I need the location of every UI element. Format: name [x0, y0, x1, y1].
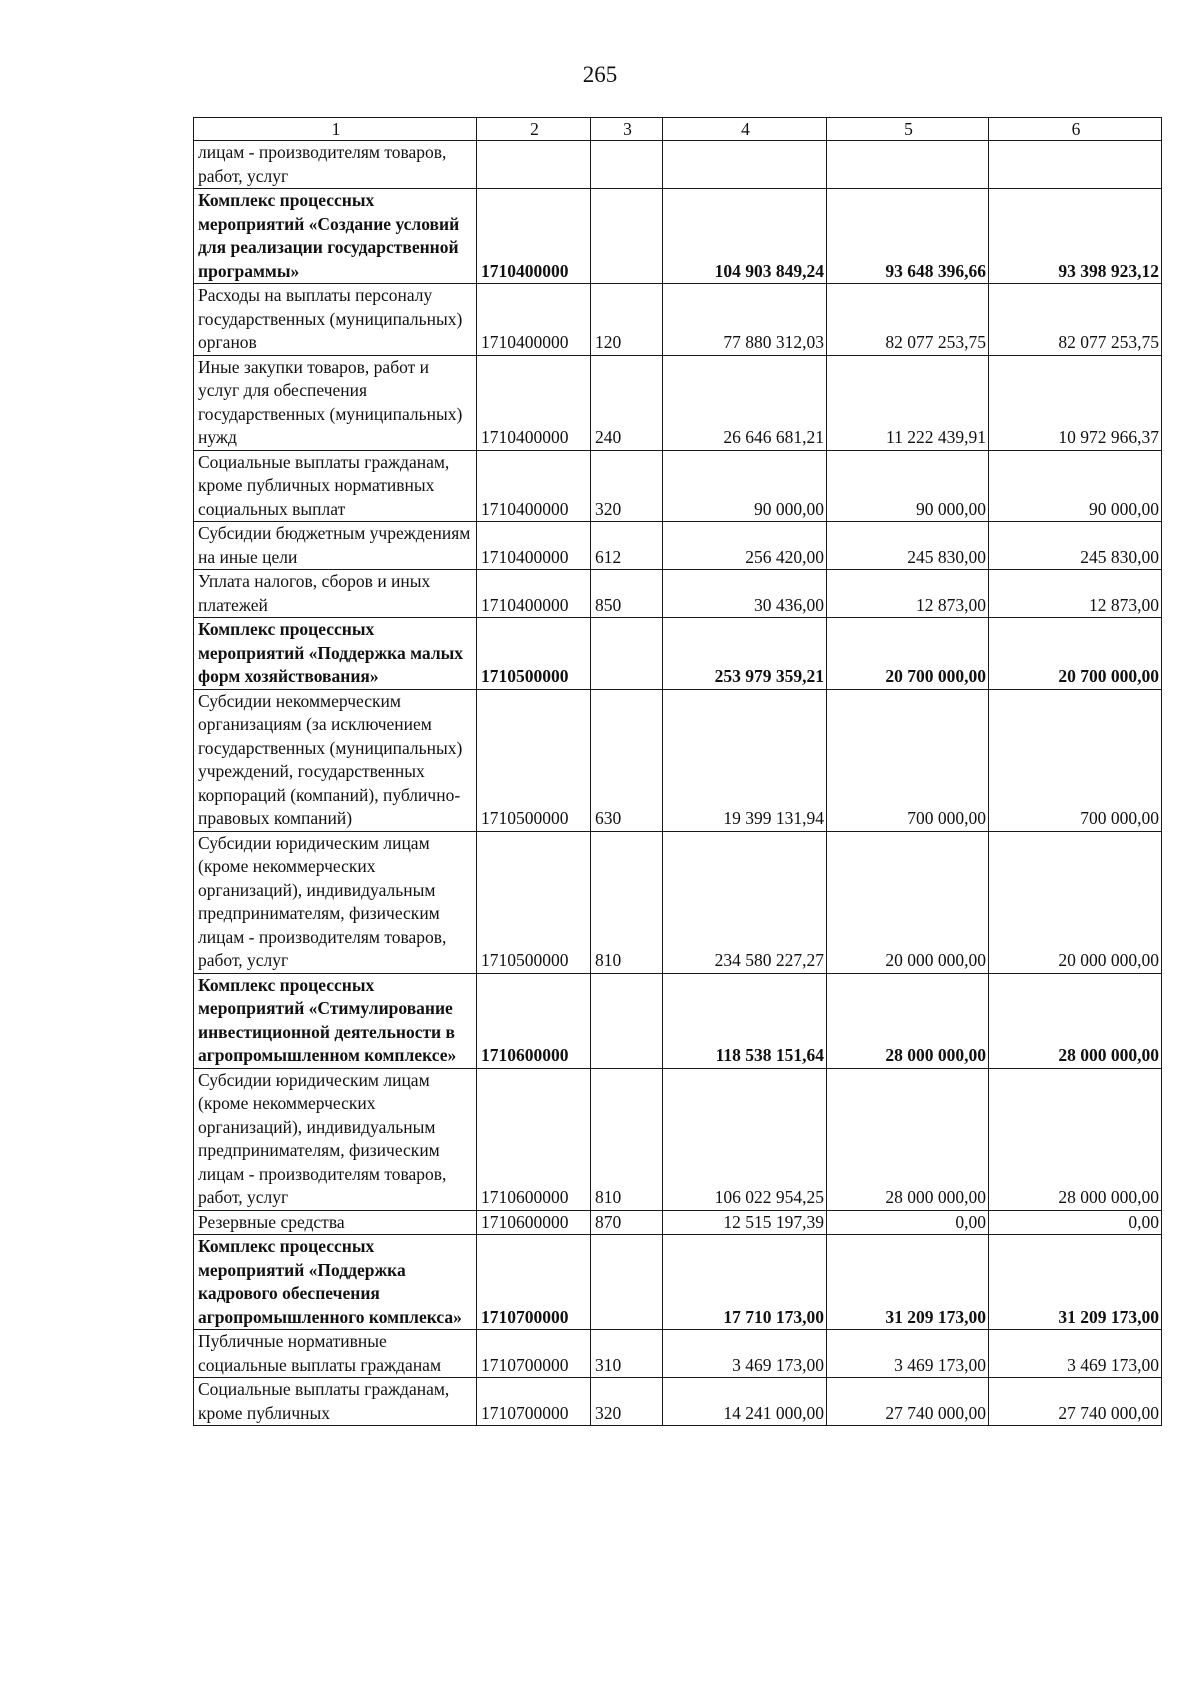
row-name: Социальные выплаты гражданам, кроме публичных нормативных социальных выплат [194, 450, 477, 522]
column-header: 4 [663, 118, 827, 141]
row-amount-col4: 14 241 000,00 [663, 1378, 827, 1426]
row-amount-col6: 20 700 000,00 [989, 618, 1162, 690]
row-expense-type: 320 [591, 450, 663, 522]
table-row [194, 355, 1162, 450]
row-amount-col6: 10 972 966,37 [989, 355, 1162, 450]
table-row-section [194, 1235, 1162, 1330]
row-amount-col4: 106 022 954,25 [663, 1068, 827, 1210]
row-amount-col5: 93 648 396,66 [827, 189, 989, 284]
row-name: Комплекс процессных мероприятий «Поддержка кадрового обеспечения агропромышленного комплекса» [194, 1235, 477, 1330]
row-name: Субсидии юридическим лицам (кроме некоммерческих организаций), индивидуальным предпринимателям, физическим лицам - производителям товаров, работ, услуг [194, 1068, 477, 1210]
row-amount-col5: 20 000 000,00 [827, 831, 989, 973]
row-amount-col5: 11 222 439,91 [827, 355, 989, 450]
row-amount-col4: 253 979 359,21 [663, 618, 827, 690]
row-amount-col5: 31 209 173,00 [827, 1235, 989, 1330]
row-amount-col4: 19 399 131,94 [663, 689, 827, 831]
row-name: Субсидии бюджетным учреждениям на иные цели [194, 522, 477, 570]
row-amount-col6: 28 000 000,00 [989, 973, 1162, 1068]
row-amount-col4: 77 880 312,03 [663, 284, 827, 356]
row-amount-col5: 90 000,00 [827, 450, 989, 522]
budget-table [193, 117, 1162, 1426]
table-row [194, 1330, 1162, 1378]
row-amount-col6: 31 209 173,00 [989, 1235, 1162, 1330]
row-amount-col6: 27 740 000,00 [989, 1378, 1162, 1426]
row-amount-col6 [989, 141, 1162, 189]
row-expense-type: 240 [591, 355, 663, 450]
row-name: Резервные средства [194, 1210, 477, 1235]
row-name: Социальные выплаты гражданам, кроме публичных [194, 1378, 477, 1426]
row-target-code [477, 141, 591, 189]
row-amount-col5: 82 077 253,75 [827, 284, 989, 356]
row-amount-col4: 30 436,00 [663, 570, 827, 618]
row-target-code: 1710700000 [477, 1378, 591, 1426]
row-amount-col5 [827, 141, 989, 189]
row-amount-col5: 20 700 000,00 [827, 618, 989, 690]
table-header-row [194, 118, 1162, 141]
row-target-code: 1710700000 [477, 1235, 591, 1330]
row-name: Иные закупки товаров, работ и услуг для обеспечения государственных (муниципальных) нужд [194, 355, 477, 450]
row-amount-col6: 3 469 173,00 [989, 1330, 1162, 1378]
row-amount-col4: 90 000,00 [663, 450, 827, 522]
table-row [194, 1210, 1162, 1235]
row-expense-type: 850 [591, 570, 663, 618]
row-amount-col4: 234 580 227,27 [663, 831, 827, 973]
table-row [194, 450, 1162, 522]
table-row [194, 831, 1162, 973]
column-header: 3 [591, 118, 663, 141]
column-header: 5 [827, 118, 989, 141]
row-expense-type: 870 [591, 1210, 663, 1235]
row-expense-type [591, 141, 663, 189]
row-target-code: 1710400000 [477, 522, 591, 570]
row-expense-type [591, 618, 663, 690]
row-amount-col6: 93 398 923,12 [989, 189, 1162, 284]
row-target-code: 1710600000 [477, 1068, 591, 1210]
row-target-code: 1710400000 [477, 450, 591, 522]
row-amount-col4: 12 515 197,39 [663, 1210, 827, 1235]
row-amount-col6: 82 077 253,75 [989, 284, 1162, 356]
row-amount-col4: 17 710 173,00 [663, 1235, 827, 1330]
row-amount-col6: 700 000,00 [989, 689, 1162, 831]
row-amount-col6: 28 000 000,00 [989, 1068, 1162, 1210]
table-row-section [194, 973, 1162, 1068]
table-row [194, 284, 1162, 356]
row-target-code: 1710400000 [477, 189, 591, 284]
row-target-code: 1710400000 [477, 570, 591, 618]
row-amount-col6: 20 000 000,00 [989, 831, 1162, 973]
row-amount-col4: 256 420,00 [663, 522, 827, 570]
row-expense-type: 630 [591, 689, 663, 831]
row-name: Комплекс процессных мероприятий «Стимулирование инвестиционной деятельности в агропромышленном комплексе» [194, 973, 477, 1068]
row-expense-type [591, 1235, 663, 1330]
row-expense-type: 612 [591, 522, 663, 570]
page-number: 265 [582, 62, 618, 87]
row-amount-col6: 90 000,00 [989, 450, 1162, 522]
table-row [194, 1068, 1162, 1210]
table-row [194, 689, 1162, 831]
row-expense-type [591, 973, 663, 1068]
row-name: Расходы на выплаты персоналу государственных (муниципальных) органов [194, 284, 477, 356]
row-name: Комплекс процессных мероприятий «Поддержка малых форм хозяйствования» [194, 618, 477, 690]
row-amount-col5: 245 830,00 [827, 522, 989, 570]
row-amount-col4: 118 538 151,64 [663, 973, 827, 1068]
row-target-code: 1710500000 [477, 618, 591, 690]
row-expense-type [591, 189, 663, 284]
row-name: Субсидии некоммерческим организациям (за исключением государственных (муниципальных) учреждений, государственных корпораций (компаний), публично-правовых компаний) [194, 689, 477, 831]
row-target-code: 1710400000 [477, 355, 591, 450]
row-amount-col5: 0,00 [827, 1210, 989, 1235]
row-amount-col5: 28 000 000,00 [827, 1068, 989, 1210]
row-expense-type: 810 [591, 1068, 663, 1210]
row-target-code: 1710400000 [477, 284, 591, 356]
table-row [194, 1378, 1162, 1426]
row-target-code: 1710500000 [477, 689, 591, 831]
row-name: лицам - производителям товаров, работ, услуг [194, 141, 477, 189]
row-expense-type: 310 [591, 1330, 663, 1378]
row-amount-col6: 0,00 [989, 1210, 1162, 1235]
row-amount-col4: 104 903 849,24 [663, 189, 827, 284]
row-amount-col5: 28 000 000,00 [827, 973, 989, 1068]
row-amount-col4: 26 646 681,21 [663, 355, 827, 450]
row-target-code: 1710700000 [477, 1330, 591, 1378]
row-amount-col5: 27 740 000,00 [827, 1378, 989, 1426]
column-header: 6 [989, 118, 1162, 141]
row-amount-col6: 245 830,00 [989, 522, 1162, 570]
table-row-section [194, 189, 1162, 284]
column-header: 1 [194, 118, 477, 141]
row-name: Субсидии юридическим лицам (кроме некоммерческих организаций), индивидуальным предпринимателям, физическим лицам - производителям товаров, работ, услуг [194, 831, 477, 973]
row-amount-col5: 700 000,00 [827, 689, 989, 831]
row-target-code: 1710500000 [477, 831, 591, 973]
row-name: Уплата налогов, сборов и иных платежей [194, 570, 477, 618]
row-expense-type: 810 [591, 831, 663, 973]
row-amount-col4: 3 469 173,00 [663, 1330, 827, 1378]
row-expense-type: 120 [591, 284, 663, 356]
row-name: Комплекс процессных мероприятий «Создание условий для реализации государственной программы» [194, 189, 477, 284]
column-header: 2 [477, 118, 591, 141]
table-row [194, 570, 1162, 618]
row-amount-col5: 3 469 173,00 [827, 1330, 989, 1378]
row-target-code: 1710600000 [477, 1210, 591, 1235]
row-amount-col6: 12 873,00 [989, 570, 1162, 618]
row-target-code: 1710600000 [477, 973, 591, 1068]
table-row-section [194, 618, 1162, 690]
table-row [194, 141, 1162, 189]
table-row [194, 522, 1162, 570]
row-amount-col5: 12 873,00 [827, 570, 989, 618]
row-amount-col4 [663, 141, 827, 189]
row-expense-type: 320 [591, 1378, 663, 1426]
row-name: Публичные нормативные социальные выплаты гражданам [194, 1330, 477, 1378]
